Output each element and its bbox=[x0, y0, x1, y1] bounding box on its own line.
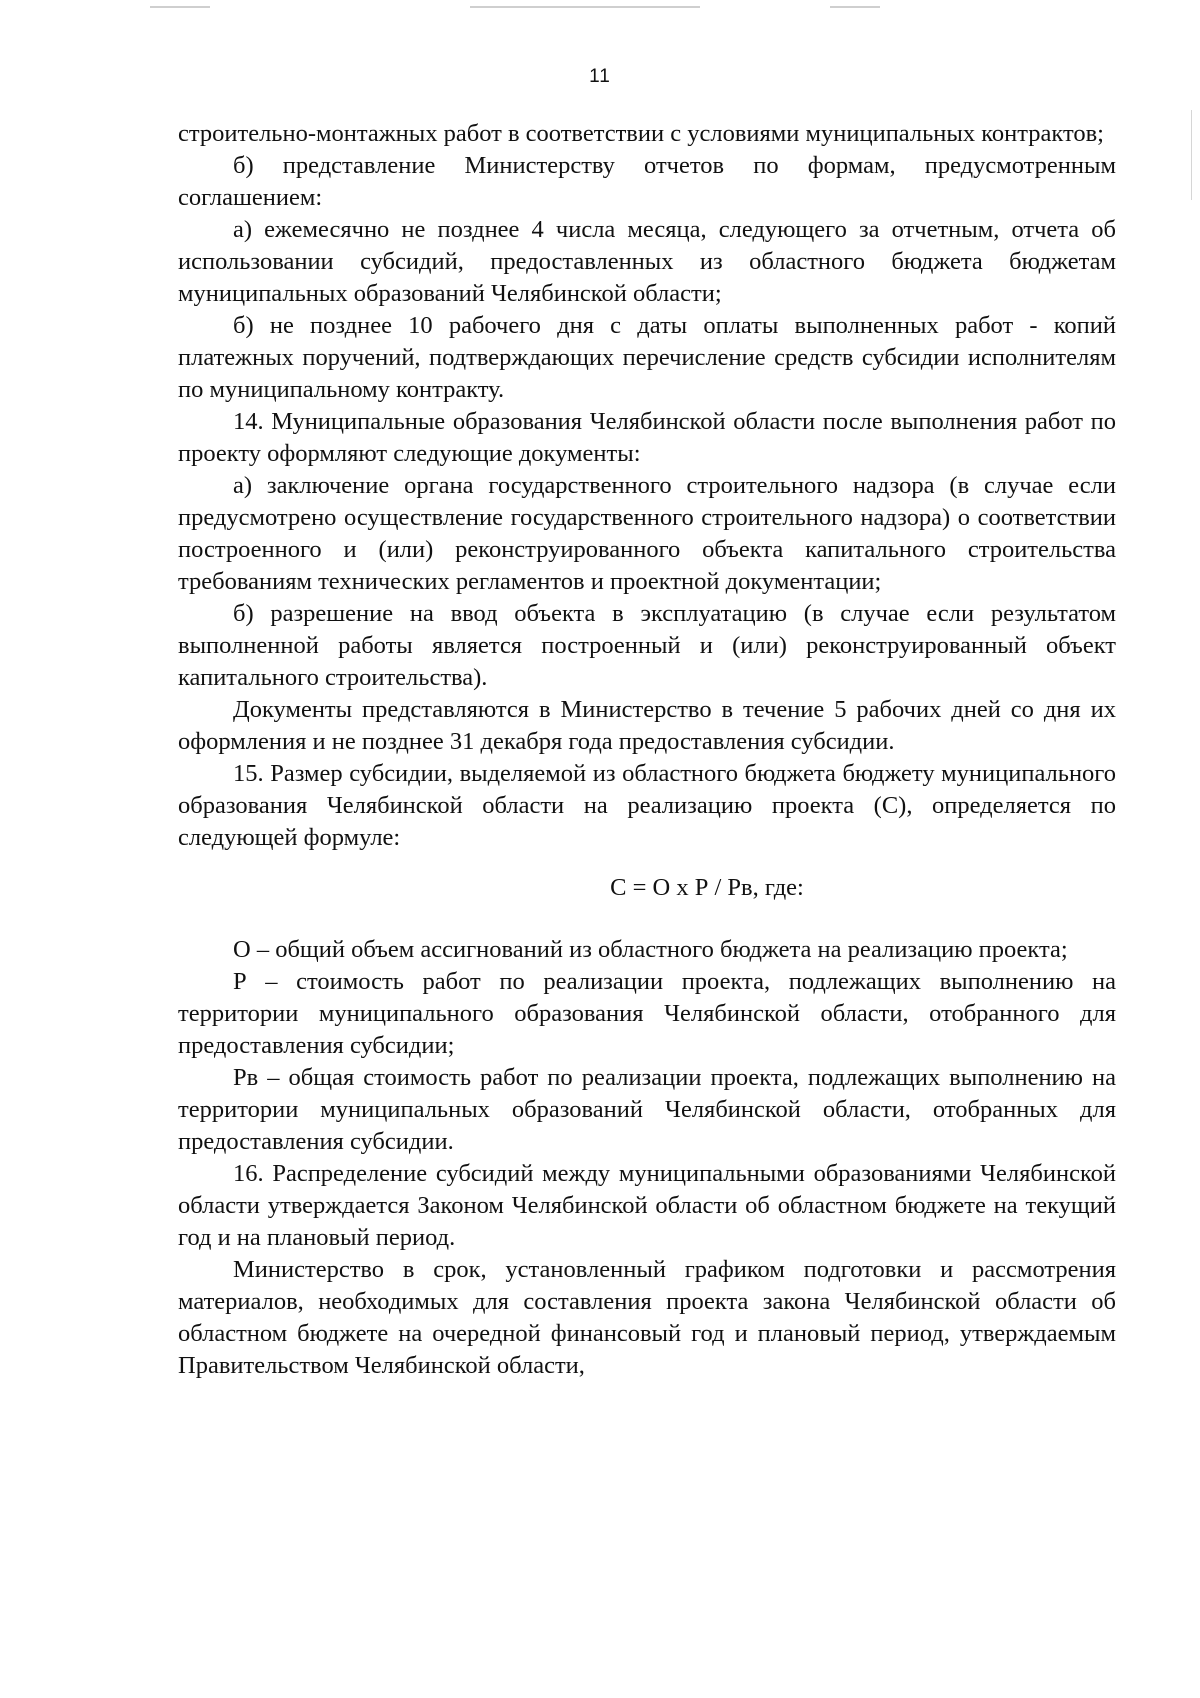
paragraph: 16. Распределение субсидий между муниципальными образованиями Челябинской области утверждается Законом Челябинской области об областном бюджете на текущий год и на плановый период. bbox=[178, 1160, 1116, 1251]
paragraph: а) заключение органа государственного строительного надзора (в случае если предусмотрено осуществление государственного строительного надзора) о соответствии построенного и (или) реконструированного объекта капитального строительства требованиям технических регламентов и проектной документации; bbox=[178, 472, 1116, 595]
paragraph: Министерство в срок, установленный графиком подготовки и рассмотрения материалов, необходимых для составления проекта закона Челябинской области об областном бюджете на очередной финансовый год и плановый период, утверждаемым Правительством Челябинской области, bbox=[178, 1256, 1116, 1379]
scan-artifact bbox=[150, 6, 210, 8]
paragraph: Документы представляются в Министерство в течение 5 рабочих дней со дня их оформления и не позднее 31 декабря года предоставления субсидии. bbox=[178, 696, 1116, 755]
scan-artifact bbox=[830, 6, 880, 8]
scan-artifact bbox=[1191, 110, 1192, 200]
scan-artifact bbox=[470, 6, 700, 8]
page-number: 11 bbox=[589, 66, 611, 87]
paragraph: а) ежемесячно не позднее 4 числа месяца, следующего за отчетным, отчета об использовании субсидий, предоставленных из областного бюджета бюджетам муниципальных образований Челябинской области; bbox=[178, 216, 1116, 307]
document-body bbox=[178, 118, 1116, 1382]
paragraph: 14. Муниципальные образования Челябинской области после выполнения работ по проекту оформляют следующие документы: bbox=[178, 408, 1116, 467]
paragraph: б) не позднее 10 рабочего дня с даты оплаты выполненных работ - копий платежных поручений, подтверждающих перечисление средств субсидии исполнителям по муниципальному контракту. bbox=[178, 312, 1116, 403]
formula: С = О х Р / Рв, где: bbox=[610, 874, 804, 901]
paragraph: строительно-монтажных работ в соответствии с условиями муниципальных контрактов; bbox=[178, 120, 1104, 147]
definition: О – общий объем ассигнований из областного бюджета на реализацию проекта; bbox=[233, 936, 1068, 963]
paragraph: б) представление Министерству отчетов по формам, предусмотренным соглашением: bbox=[178, 152, 1116, 211]
paragraph: б) разрешение на ввод объекта в эксплуатацию (в случае если результатом выполненной работы является построенный и (или) реконструированный объект капитального строительства). bbox=[178, 600, 1116, 691]
definition: Рв – общая стоимость работ по реализации проекта, подлежащих выполнению на территории муниципальных образований Челябинской области, отобранных для предоставления субсидии. bbox=[178, 1064, 1116, 1155]
paragraph: 15. Размер субсидии, выделяемой из областного бюджета бюджету муниципального образования Челябинской области на реализацию проекта (С), определяется по следующей формуле: bbox=[178, 760, 1116, 851]
definition: Р – стоимость работ по реализации проекта, подлежащих выполнению на территории муниципального образования Челябинской области, отобранного для предоставления субсидии; bbox=[178, 968, 1116, 1059]
